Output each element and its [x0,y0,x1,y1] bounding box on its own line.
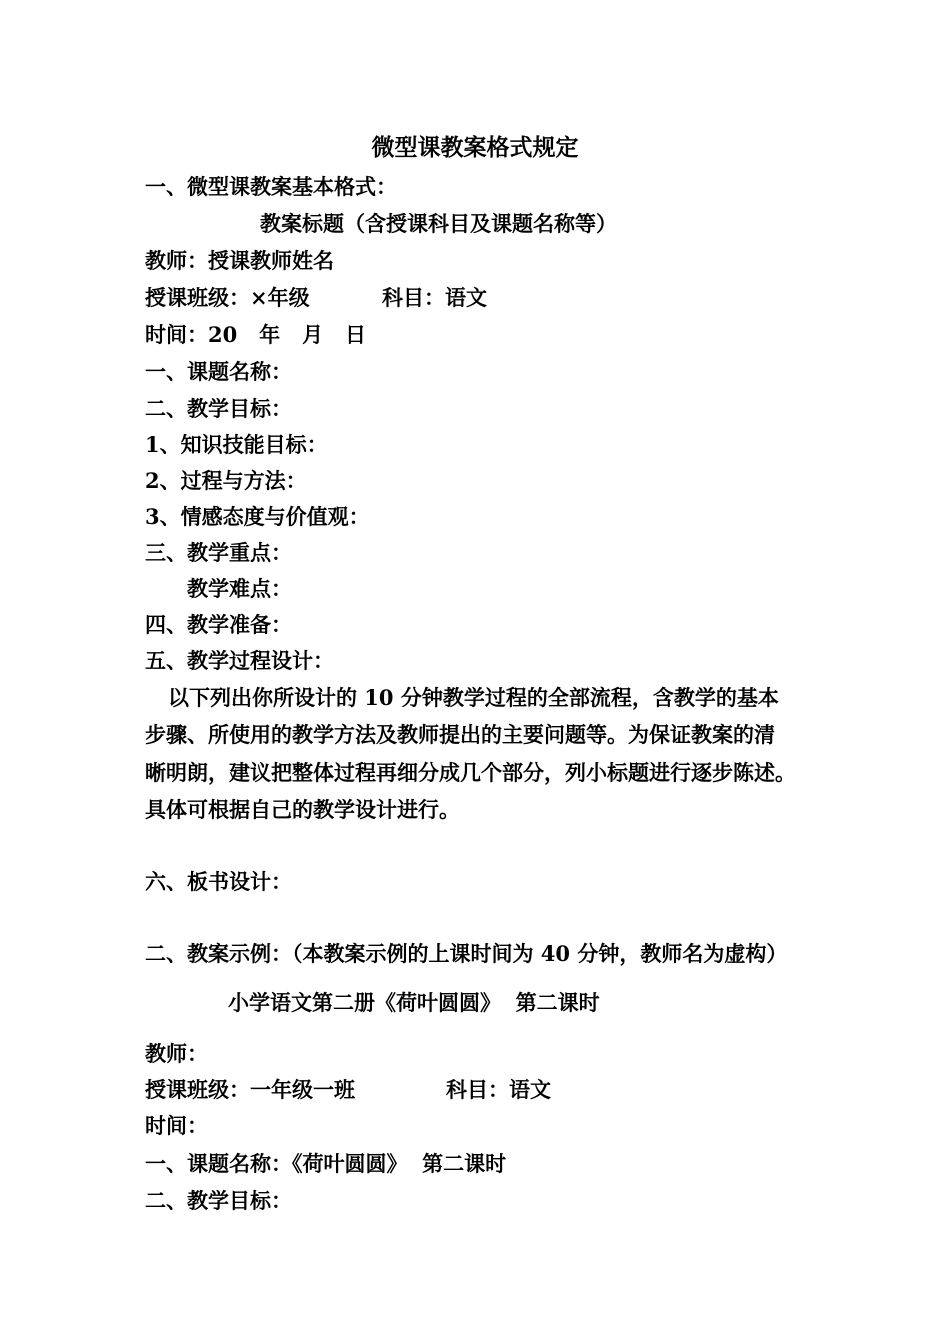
paragraph-line-1: 以下列出你所设计的 10 分钟教学过程的全部流程，含教学的基本 [168,685,779,710]
item-keypoints: 三、教学重点： [145,540,292,565]
item-topic: 一、课题名称： [145,359,292,384]
class-label: 授课班级：×年级 [145,285,310,310]
item-process-design: 五、教学过程设计： [145,648,334,673]
example-subject: 科目：语文 [446,1077,551,1102]
example-title: 小学语文第二册《荷叶圆圆》 第二课时 [228,990,600,1015]
goal-process: 2、过程与方法： [145,468,307,493]
template-title: 教案标题（含授课科目及课题名称等） [260,211,617,236]
section1-heading: 一、微型课教案基本格式： [145,174,397,199]
paragraph-line-2: 步骤、所使用的教学方法及教师提出的主要问题等。为保证教案的清 [145,722,775,747]
time-line: 时间：20 年 月 日 [145,322,367,347]
goal-knowledge: 1、知识技能目标： [145,432,328,457]
example-time: 时间： [145,1113,208,1138]
example-teacher: 教师： [145,1041,208,1066]
item-board-design: 六、板书设计： [145,869,292,894]
subject-label: 科目：语文 [382,285,487,310]
goal-attitude: 3、情感态度与价值观： [145,504,370,529]
example-class: 授课班级：一年级一班 [145,1077,355,1102]
section2-heading: 二、教案示例：（本教案示例的上课时间为 40 分钟，教师名为虚构） [145,941,788,966]
item-preparation: 四、教学准备： [145,612,292,637]
example-item-goals: 二、教学目标： [145,1188,292,1213]
item-goals: 二、教学目标： [145,396,292,421]
example-item-topic: 一、课题名称：《荷叶圆圆》 第二课时 [145,1151,507,1176]
document-title: 微型课教案格式规定 [371,134,579,161]
paragraph-line-4: 具体可根据自己的教学设计进行。 [145,797,460,822]
teacher-line: 教师：授课教师姓名 [145,248,334,273]
paragraph-line-3: 晰明朗，建议把整体过程再细分成几个部分，列小标题进行逐步陈述。 [145,760,796,785]
item-difficulty: 教学难点： [187,576,292,601]
